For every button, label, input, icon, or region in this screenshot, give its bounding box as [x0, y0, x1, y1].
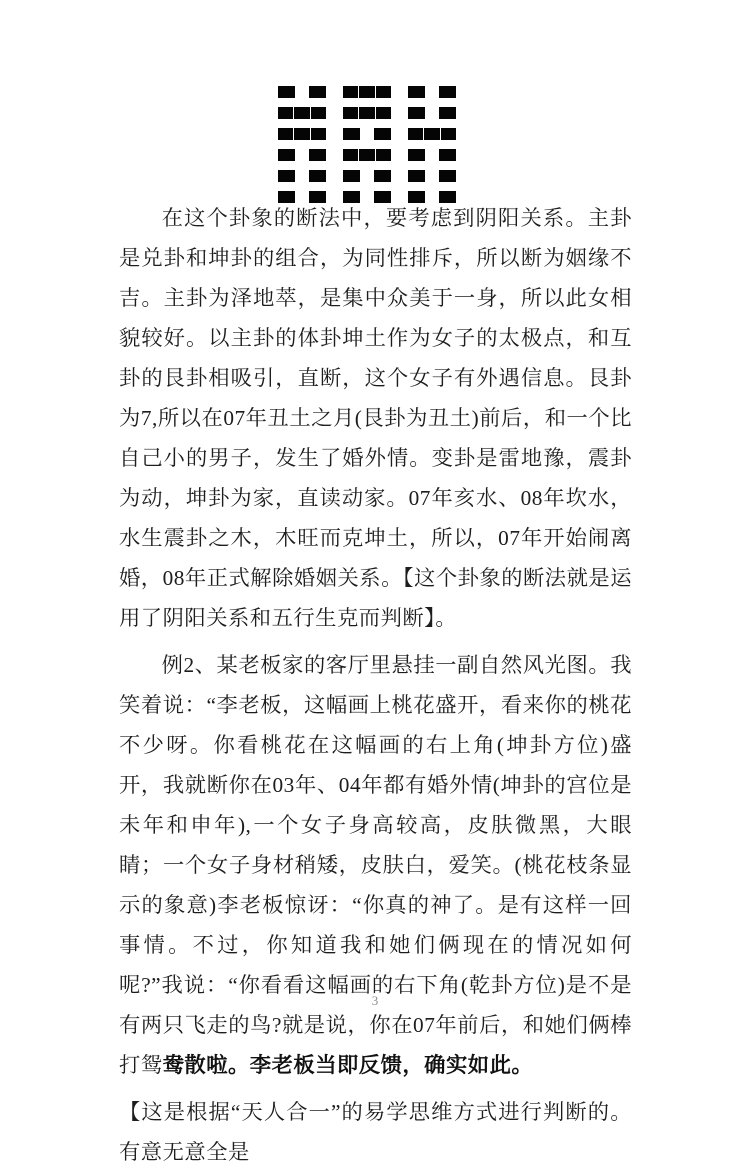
hexagram-block	[439, 107, 456, 119]
hexagram-block	[278, 170, 295, 182]
paragraph-1	[119, 198, 632, 638]
hexagram-block	[374, 170, 391, 182]
hexagram-block	[309, 170, 326, 182]
hexagram-block	[408, 107, 425, 119]
hexagram-block	[309, 86, 326, 98]
hexagram-line-broken	[408, 86, 456, 98]
text-run: 在这个卦象的断法中，要考虑到阴阳关系。主卦是兑卦和坤卦的组合，为同性排斥，所以断为姻缘不吉。主卦为泽地萃，是集中众美于一身，所以此女相貌较好。以主卦的体卦坤土作为女子的太极点，和互卦的艮卦相吸引，直断，这个女子有外遇信息。艮卦为7,所以在07年丑土之月(艮卦为丑土)前后，和一个比自己小的男子，发生了婚外情。变卦是雷地豫，震卦为动，坤卦为家，直读动家。07年亥水、08年坎水，水生震卦之木，木旺而克坤土，所以，07年开始闹离婚，08年正式解除婚姻关系。【这个卦象的断法就是运用了阴阳关系和五行生克而判断】。	[119, 206, 632, 630]
hexagram-block	[278, 128, 293, 140]
hexagram-block	[439, 170, 456, 182]
mutual-hexagram-feng-shan-jian	[343, 86, 391, 203]
hexagram-line-broken	[408, 170, 456, 182]
hexagram-block	[309, 149, 326, 161]
hexagram-block	[294, 128, 309, 140]
changed-hexagram-lei-di-yu	[408, 86, 456, 203]
hexagram-line-broken	[278, 170, 326, 182]
hexagram-line-solid	[343, 86, 391, 98]
hexagram-block	[311, 128, 326, 140]
hexagram-block	[408, 128, 423, 140]
text-run: 【这是根据“天人合一”的易学思维方式进行判断的。有意无意全是	[119, 1100, 632, 1164]
paragraph-3	[119, 1092, 632, 1172]
hexagram-line-broken	[343, 128, 391, 140]
hexagram-block	[376, 86, 391, 98]
hexagram-figure	[278, 86, 456, 203]
hexagram-block	[376, 149, 391, 161]
hexagram-block	[294, 107, 309, 119]
hexagram-block	[408, 86, 425, 98]
hexagram-block	[343, 86, 358, 98]
hexagram-line-broken	[343, 170, 391, 182]
hexagram-block	[343, 170, 360, 182]
hexagram-block	[278, 149, 295, 161]
text-run: 例2、某老板家的客厅里悬挂一副自然风光图。我笑着说：“李老板，这幅画上桃花盛开，看来你的桃花不少呀。你看桃花在这幅画的右上角(坤卦方位)盛开，我就断你在03年、04年都有婚外情(坤卦的宫位是未年和申年),一个女子身高较高，皮肤微黑，大眼睛；一个女子身材稍矮，皮肤白，爱笑。(桃花枝条显示的象意)李老板惊讶：“你真的神了。是有这样一回事情。不过，你知道我和她们俩现在的情况如何呢?”我说：“你看看这幅画的右下角(乾卦方位)是不是有两只飞走的鸟?就是说，你在07年前后，和她们俩棒打鸳	[119, 653, 632, 1077]
hexagram-block	[343, 128, 360, 140]
hexagram-block	[408, 170, 425, 182]
hexagram-block	[408, 149, 425, 161]
hexagram-block	[439, 149, 456, 161]
hexagram-block	[359, 107, 374, 119]
hexagram-block	[424, 128, 439, 140]
page-number: 3	[371, 993, 379, 1008]
hexagram-line-solid	[343, 149, 391, 161]
hexagram-line-broken	[408, 149, 456, 161]
body-text	[119, 198, 632, 1172]
hexagram-line-solid	[278, 107, 326, 119]
hexagram-block	[359, 86, 374, 98]
hexagram-block	[278, 86, 295, 98]
hexagram-block	[278, 107, 293, 119]
hexagram-line-broken	[278, 86, 326, 98]
hexagram-line-broken	[278, 149, 326, 161]
hexagram-block	[343, 107, 358, 119]
text-run-bold: 鸯散啦。李老板当即反馈，确实如此。	[162, 1053, 534, 1077]
main-hexagram-ze-di-cui	[278, 86, 326, 203]
hexagram-line-broken	[408, 107, 456, 119]
hexagram-block	[359, 149, 374, 161]
hexagram-line-solid	[343, 107, 391, 119]
hexagram-line-solid	[278, 128, 326, 140]
paragraph-2	[119, 645, 632, 1085]
hexagram-block	[343, 149, 358, 161]
hexagram-line-solid	[408, 128, 456, 140]
hexagram-block	[376, 107, 391, 119]
hexagram-block	[439, 86, 456, 98]
hexagram-block	[441, 128, 456, 140]
hexagram-block	[311, 107, 326, 119]
hexagram-block	[374, 128, 391, 140]
